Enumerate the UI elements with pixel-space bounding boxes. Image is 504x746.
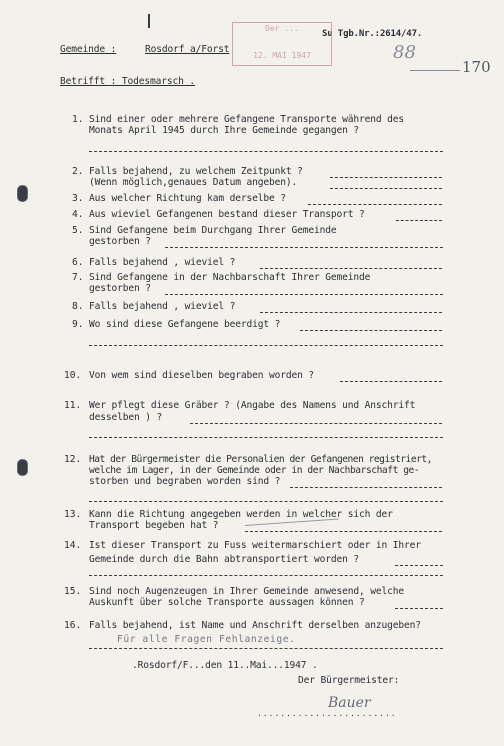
signature-dotted-line: ........................ <box>257 709 397 718</box>
punch-hole-top <box>18 186 27 201</box>
answer-line <box>330 188 442 189</box>
pencil-note-170: 170 <box>462 58 491 76</box>
question-2-line-2: (Wenn möglich,genaues Datum angeben). <box>89 177 298 188</box>
answer-16-text: Für alle Fragen Fehlanzeige. <box>117 634 296 645</box>
answer-line <box>89 345 443 346</box>
question-6-number: 6. <box>72 257 84 268</box>
answer-line <box>260 312 442 313</box>
question-16-line-1: Falls bejahend, ist Name und Anschrift derselben anzugeben? <box>89 620 421 631</box>
question-8-line-1: Falls bejahend , wieviel ? <box>89 301 236 312</box>
question-5-line-2: gestorben ? <box>89 236 151 247</box>
question-5-number: 5. <box>72 225 84 236</box>
answer-line <box>395 608 443 609</box>
gemeinde-label: Gemeinde : <box>60 44 117 55</box>
question-6-line-1: Falls bejahend , wieviel ? <box>89 257 236 268</box>
question-10-number: 10. <box>64 370 82 381</box>
question-13-line-1: Kann die Richtung angegeben werden in welcher sich der <box>89 509 393 520</box>
question-15-line-2: Auskunft über solche Transporte aussagen können ? <box>89 597 365 608</box>
pencil-note-88: 88 <box>393 42 416 63</box>
answer-line <box>340 381 442 382</box>
answer-line <box>89 151 443 152</box>
answer-line <box>89 437 443 438</box>
place-and-date: .Rosdorf/F...den 11..Mai...1947 . <box>132 660 318 671</box>
signature-label: Der Bürgermeister: <box>298 675 400 686</box>
answer-line <box>260 268 442 269</box>
answer-line <box>89 501 443 502</box>
question-4-number: 4. <box>72 209 84 220</box>
answer-line <box>89 575 443 576</box>
question-14-line-2: Gemeinde durch die Bahn abtransportiert worden ? <box>89 554 360 565</box>
header-dash-line <box>410 70 460 71</box>
question-3-line-1: Aus welcher Richtung kam derselbe ? <box>89 193 286 204</box>
answer-line <box>300 330 442 331</box>
top-tick-mark <box>148 14 150 28</box>
question-12-line-2: welche im Lager, in der Gemeinde oder in der Nachbarschaft ge- <box>89 465 420 476</box>
answer-line <box>165 294 443 295</box>
question-1-line-1: Sind einer oder mehrere Gefangene Transporte während des <box>89 114 405 125</box>
question-1-number: 1. <box>72 114 84 125</box>
answer-line <box>396 220 442 221</box>
question-12-line-1: Hat der Bürgermeister die Personalien der Gefangenen registriert, <box>89 454 432 465</box>
receipt-stamp: Der ... 12. MAI 1947 <box>232 22 332 66</box>
question-2-line-1: Falls bejahend, zu welchem Zeitpunkt ? <box>89 166 303 177</box>
question-9-line-1: Wo sind diese Gefangene beerdigt ? <box>89 319 281 330</box>
betrifft-line: Betrifft : Todesmarsch . <box>60 76 196 87</box>
answer-line <box>89 648 443 649</box>
punch-hole-bottom <box>18 460 27 475</box>
question-15-line-1: Sind noch Augenzeugen in Ihrer Gemeinde anwesend, welche <box>89 586 405 597</box>
question-8-number: 8. <box>72 301 84 312</box>
question-11-line-1: Wer pflegt diese Gräber ? (Angabe des Namens und Anschrift <box>89 400 416 411</box>
question-2-number: 2. <box>72 166 84 177</box>
question-12-line-3: storben und begraben worden sind ? <box>89 476 281 487</box>
question-7-line-2: gestorben ? <box>89 283 151 294</box>
question-1-line-2: Monats April 1945 durch Ihre Gemeinde gegangen ? <box>89 125 360 136</box>
answer-line <box>245 531 442 532</box>
question-14-line-1: Ist dieser Transport zu Fuss weitermarschiert oder in Ihrer <box>89 540 421 551</box>
question-9-number: 9. <box>72 319 84 330</box>
question-7-number: 7. <box>72 272 84 283</box>
question-11-number: 11. <box>64 400 82 411</box>
answer-line <box>290 487 442 488</box>
answer-line <box>395 565 443 566</box>
question-7-line-1: Sind Gefangene in der Nachbarschaft Ihrer Gemeinde <box>89 272 371 283</box>
question-16-number: 16. <box>64 620 82 631</box>
question-13-number: 13. <box>64 509 82 520</box>
question-10-line-1: Von wem sind dieselben begraben worden ? <box>89 370 315 381</box>
question-4-line-1: Aus wieviel Gefangenen bestand dieser Transport ? <box>89 209 365 220</box>
signature: Bauer <box>328 695 371 711</box>
question-14-number: 14. <box>64 540 82 551</box>
answer-line <box>190 423 442 424</box>
answer-line <box>308 204 442 205</box>
question-11-line-2: desselben ) ? <box>89 412 163 423</box>
gemeinde-value: Rosdorf a/Forst <box>145 44 230 55</box>
registration-number: Su Tgb.Nr.:2614/47. <box>322 29 423 39</box>
answer-line <box>330 177 442 178</box>
question-12-number: 12. <box>64 454 82 465</box>
question-13-line-2: Transport begeben hat ? <box>89 520 219 531</box>
question-3-number: 3. <box>72 193 84 204</box>
answer-line <box>165 247 443 248</box>
question-5-line-1: Sind Gefangene beim Durchgang Ihrer Gemeinde <box>89 225 337 236</box>
question-15-number: 15. <box>64 586 82 597</box>
